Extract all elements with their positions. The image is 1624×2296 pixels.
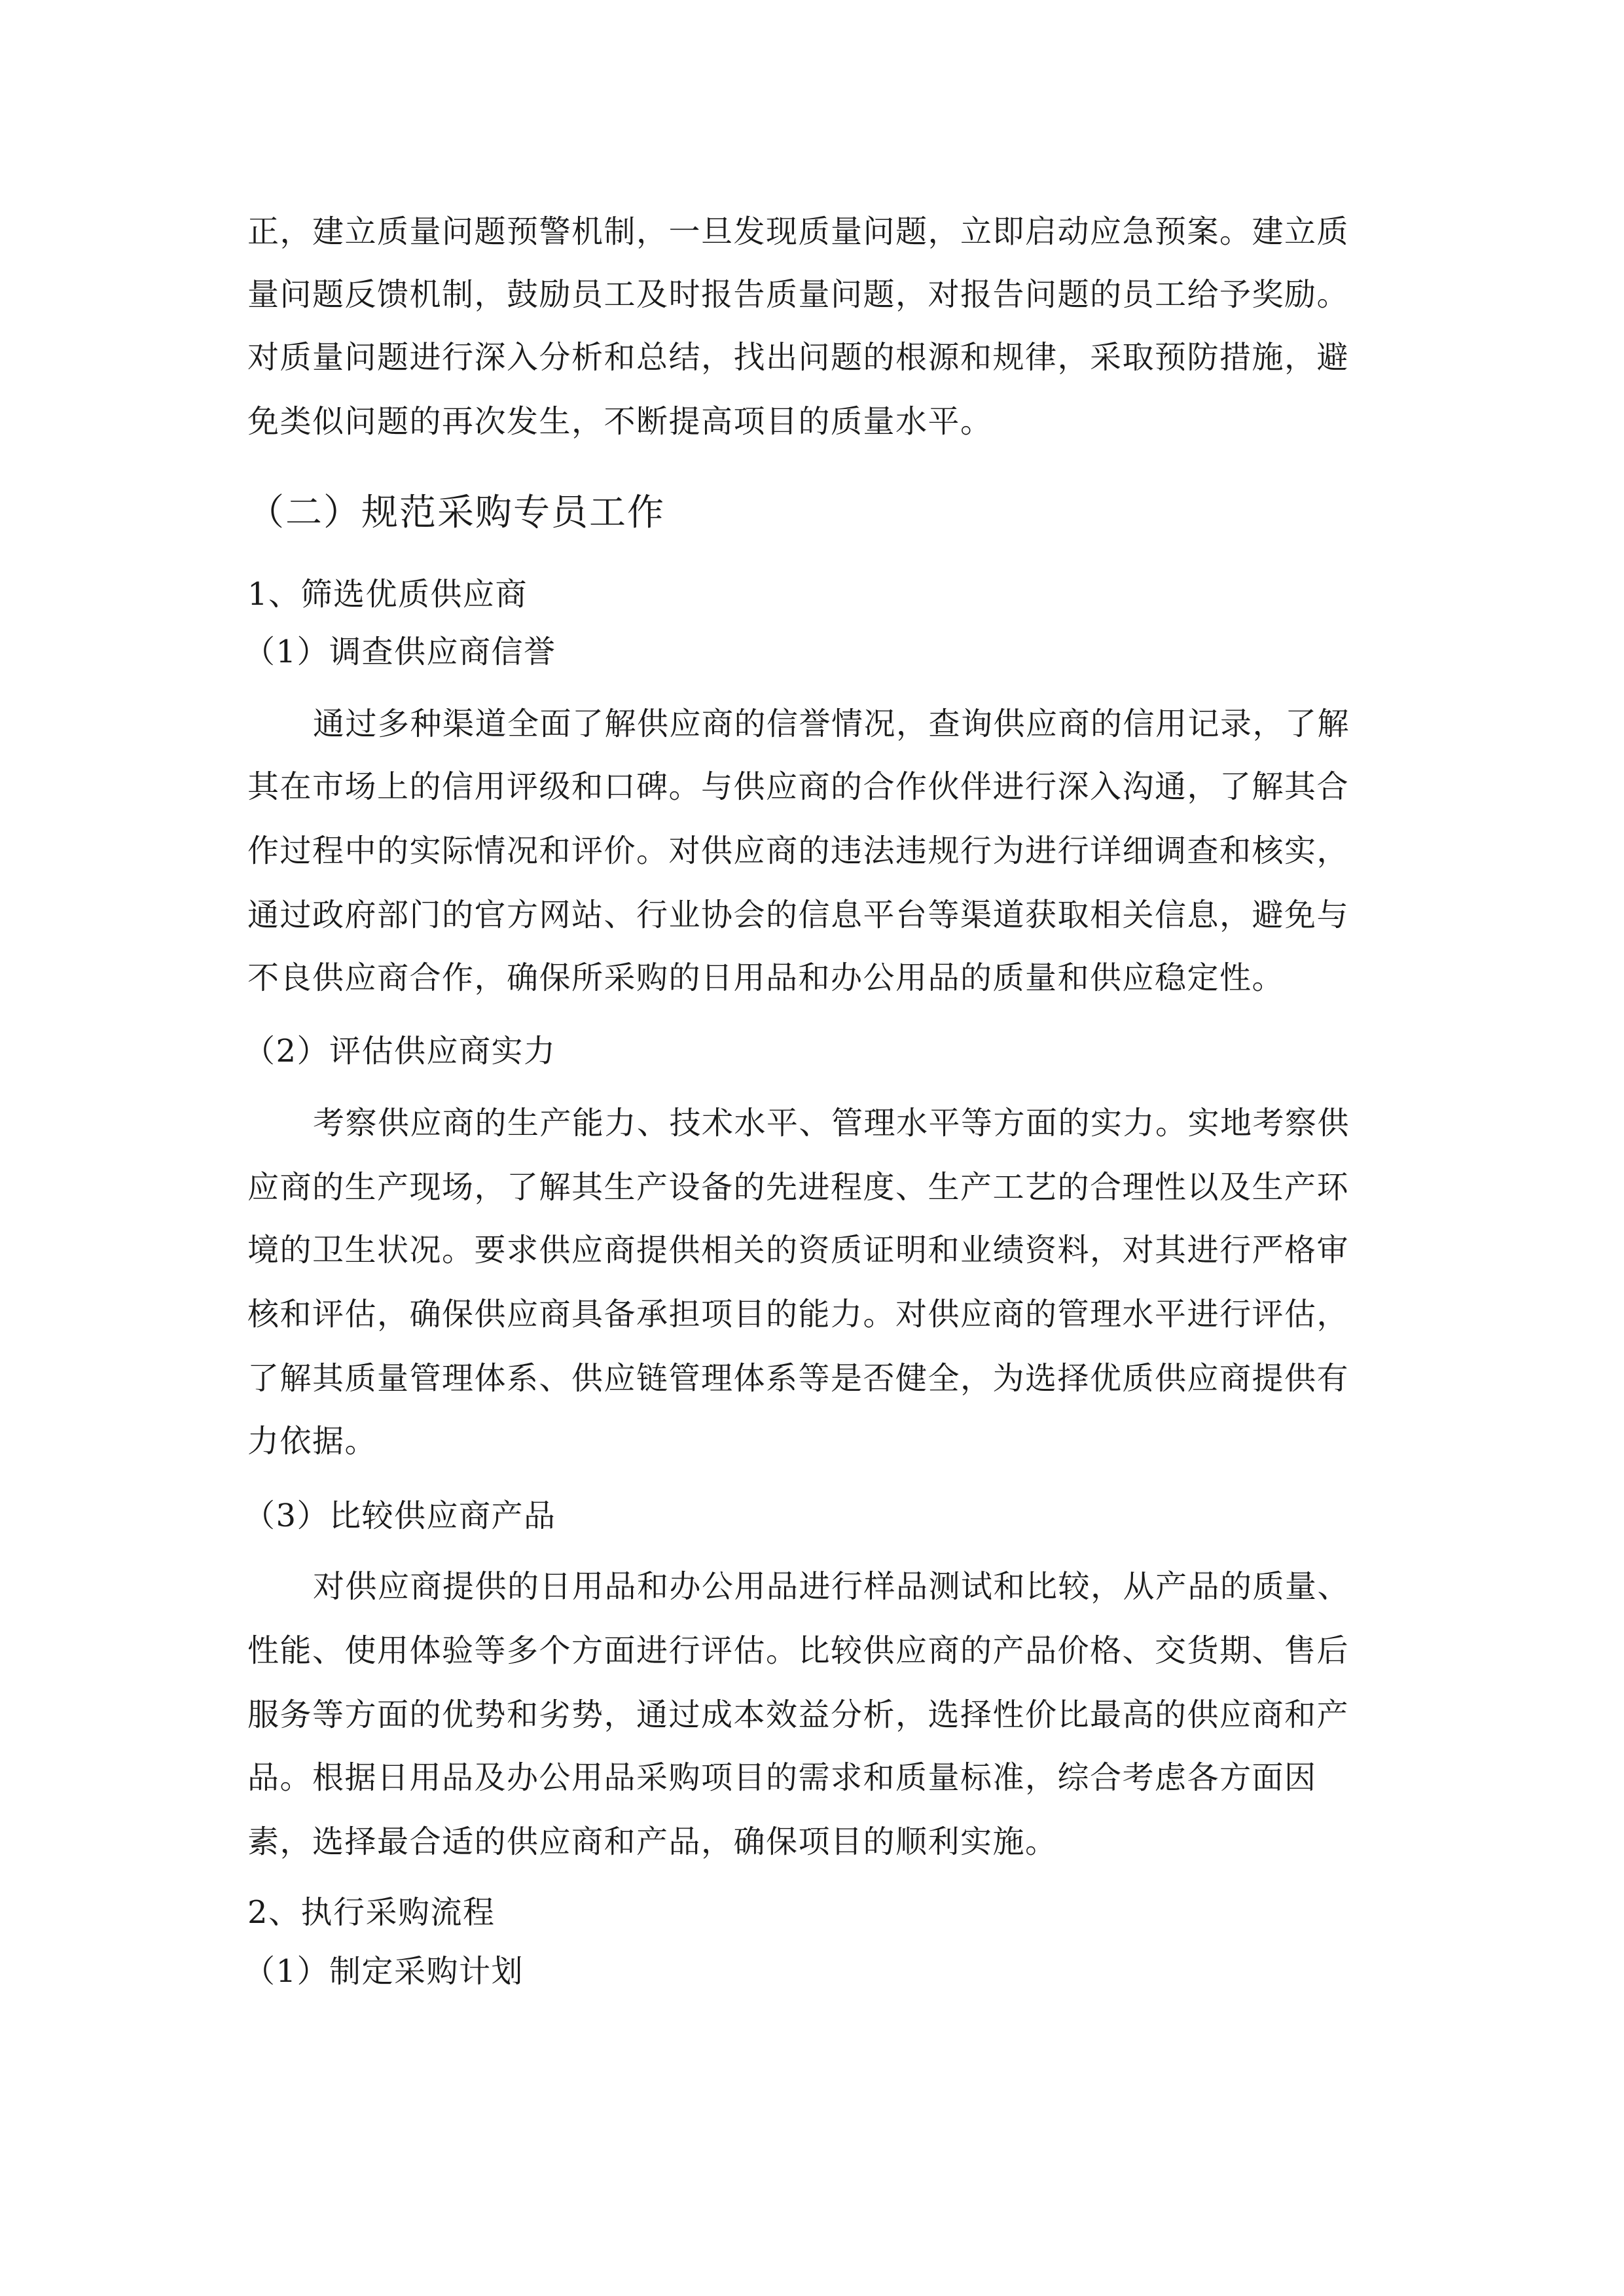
paragraph-line: 应商的生产现场，了解其生产设备的先进程度、生产工艺的合理性以及生产环 bbox=[247, 1169, 1350, 1206]
paragraph-line: 正，建立质量问题预警机制，一旦发现质量问题，立即启动应急预案。建立质 bbox=[247, 213, 1350, 250]
paragraph-line: 核和评估，确保供应商具备承担项目的能力。对供应商的管理水平进行评估， bbox=[247, 1296, 1350, 1333]
paragraph-line: 通过政府部门的官方网站、行业协会的信息平台等渠道获取相关信息，避免与 bbox=[247, 897, 1350, 933]
section-heading: （二）规范采购专员工作 bbox=[247, 492, 665, 534]
paragraph-line: 境的卫生状况。要求供应商提供相关的资质证明和业绩资料，对其进行严格审 bbox=[247, 1232, 1350, 1268]
paragraph-line: 品。根据日用品及办公用品采购项目的需求和质量标准，综合考虑各方面因 bbox=[247, 1759, 1317, 1796]
subsection-title: （2）评估供应商实力 bbox=[244, 1033, 556, 1069]
paragraph-line: 了解其质量管理体系、供应链管理体系等是否健全，为选择优质供应商提供有 bbox=[247, 1360, 1350, 1397]
subsection-title: （1）调查供应商信誉 bbox=[244, 634, 556, 670]
paragraph-line: 不良供应商合作，确保所采购的日用品和办公用品的质量和供应稳定性。 bbox=[247, 960, 1285, 996]
paragraph-line: 对供应商提供的日用品和办公用品进行样品测试和比较，从产品的质量、 bbox=[313, 1568, 1350, 1605]
subsection-title: （3）比较供应商产品 bbox=[244, 1498, 556, 1534]
paragraph-line: 素，选择最合适的供应商和产品，确保项目的顺利实施。 bbox=[247, 1823, 1058, 1860]
subsection-title: （1）制定采购计划 bbox=[244, 1953, 524, 1990]
item-title: 2、执行采购流程 bbox=[247, 1894, 496, 1931]
paragraph-line: 其在市场上的信用评级和口碑。与供应商的合作伙伴进行深入沟通，了解其合 bbox=[247, 768, 1350, 805]
paragraph-line: 作过程中的实际情况和评价。对供应商的违法违规行为进行详细调查和核实， bbox=[247, 833, 1350, 869]
paragraph-line: 量问题反馈机制，鼓励员工及时报告质量问题，对报告问题的员工给予奖励。 bbox=[247, 276, 1350, 313]
item-title: 1、筛选优质供应商 bbox=[247, 576, 528, 613]
paragraph-line: 考察供应商的生产能力、技术水平、管理水平等方面的实力。实地考察供 bbox=[313, 1105, 1350, 1141]
paragraph-line: 服务等方面的优势和劣势，通过成本效益分析，选择性价比最高的供应商和产 bbox=[247, 1696, 1350, 1733]
paragraph-line: 性能、使用体验等多个方面进行评估。比较供应商的产品价格、交货期、售后 bbox=[247, 1632, 1350, 1669]
paragraph-line: 免类似问题的再次发生，不断提高项目的质量水平。 bbox=[247, 403, 993, 440]
paragraph-line: 对质量问题进行深入分析和总结，找出问题的根源和规律，采取预防措施，避 bbox=[247, 339, 1350, 376]
paragraph-line: 力依据。 bbox=[247, 1423, 378, 1460]
paragraph-line: 通过多种渠道全面了解供应商的信誉情况，查询供应商的信用记录，了解 bbox=[313, 706, 1350, 742]
